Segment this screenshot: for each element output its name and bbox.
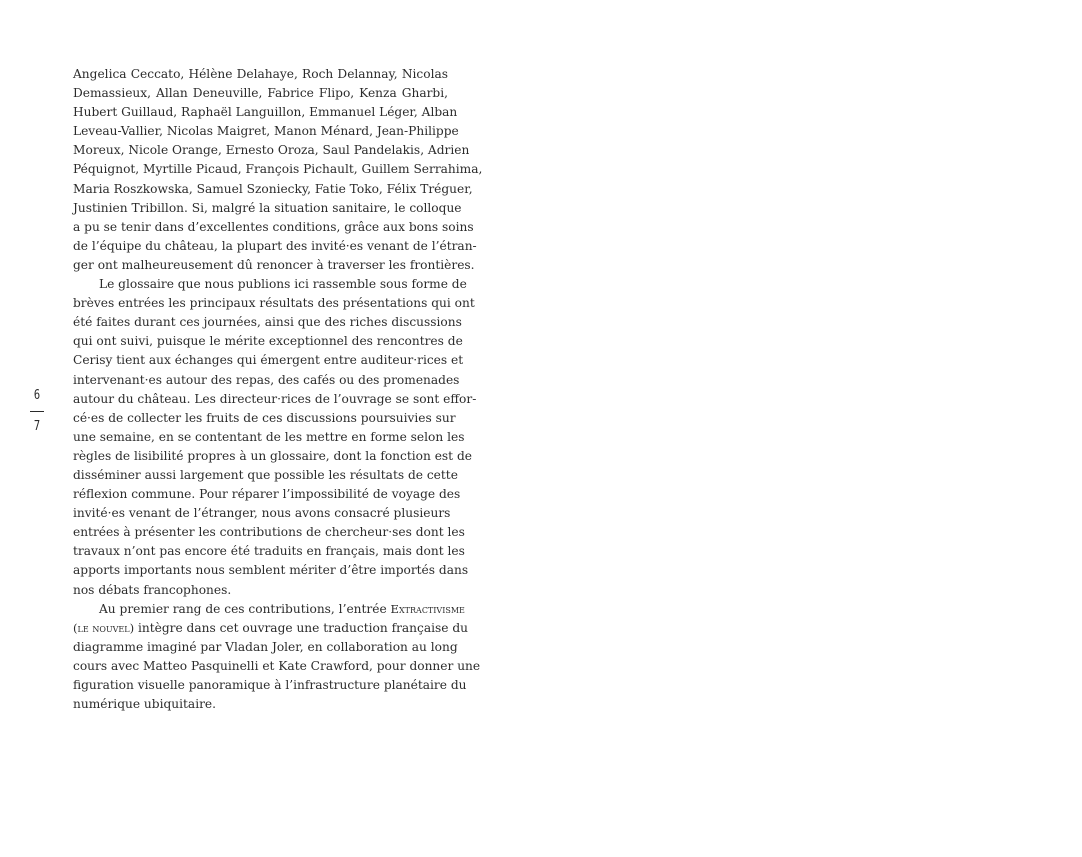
text-line: figuration visuelle panoramique à l’infrastructure planétaire du: [73, 678, 467, 692]
text-line: Maria Roszkowska, Samuel Szoniecky, Fatie Toko, Félix Tréguer,: [73, 181, 473, 196]
text-line: numérique ubiquitaire.: [73, 697, 217, 712]
text-line: Demassieux, Allan Deneuville, Fabrice Flipo, Kenza Gharbi,: [73, 86, 448, 101]
paragraph-3: [73, 600, 481, 715]
text-line: travaux n’ont pas encore été traduits en français, mais dont les: [73, 544, 465, 559]
text-line: disséminer aussi largement que possible les résultats de cette: [73, 467, 458, 482]
text-line: Moreux, Nicole Orange, Ernesto Oroza, Saul Pandelakis, Adrien: [73, 143, 470, 158]
text-line: entrées à présenter les contributions de chercheur·ses dont les: [73, 525, 465, 540]
text-line: Leveau-Vallier, Nicolas Maigret, Manon Ménard, Jean-Philippe: [73, 124, 459, 139]
text-line: (le nouvel) intègre dans cet ouvrage une traduction française du: [73, 620, 469, 635]
cross-reference-term: (le nouvel): [73, 620, 135, 635]
text-line: qui ont suivi, puisque le mérite exceptionnel des rencontres de: [73, 334, 463, 349]
text-line: cé·es de collecter les fruits de ces discussions poursuivies sur: [73, 410, 456, 425]
text-line: été faites durant ces journées, ainsi que des riches discussions: [73, 315, 462, 330]
text-line: Péquignot, Myrtille Picaud, François Pichault, Guillem Serrahima,: [73, 162, 483, 177]
text-line: intervenant·es autour des repas, des cafés ou des promenades: [73, 372, 460, 387]
text-line: Le glossaire que nous publions ici rassemble sous forme de: [99, 277, 467, 292]
text-line: nos débats francophones.: [73, 582, 232, 597]
page-folio: [27, 389, 47, 436]
text-line: réflexion commune. Pour réparer l’impossibilité de voyage des: [73, 487, 461, 502]
text-line: Hubert Guillaud, Raphaël Languillon, Emmanuel Léger, Alban: [73, 105, 458, 120]
text-line: Cerisy tient aux échanges qui émergent entre auditeur·rices et: [73, 353, 464, 368]
text-line: brèves entrées les principaux résultats des présentations qui ont: [73, 296, 475, 311]
body-text: [73, 65, 483, 714]
text-line: invité·es venant de l’étranger, nous avons consacré plusieurs: [73, 506, 451, 521]
text-line: cours avec Matteo Pasquinelli et Kate Crawford, pour donner une: [73, 658, 481, 673]
text-line: apports importants nous semblent mériter d’être importés dans: [73, 563, 469, 578]
text-line: une semaine, en se contentant de les mettre en forme selon les: [73, 429, 465, 444]
text-line: a pu se tenir dans d’excellentes conditions, grâce aux bons soins: [73, 219, 474, 234]
folio-right-page-number: 7: [33, 419, 41, 434]
folio-divider: [30, 411, 44, 412]
paragraph-1: [73, 65, 483, 275]
text-line: Angelica Ceccato, Hélène Delahaye, Roch Delannay, Nicolas: [73, 67, 448, 81]
text-line: ger ont malheureusement dû renoncer à traverser les frontières.: [73, 257, 475, 272]
cross-reference-term: Extractivisme: [390, 601, 465, 616]
text-line: règles de lisibilité propres à un glossaire, dont la fonction est de: [73, 448, 472, 463]
text-line: Justinien Tribillon. Si, malgré la situation sanitaire, le colloque: [73, 200, 462, 215]
text-line: autour du château. Les directeur·rices de l’ouvrage se sont effor-: [73, 391, 477, 406]
paragraph-2: [73, 275, 477, 600]
folio-left-page-number: 6: [33, 388, 41, 403]
text-line: diagramme imaginé par Vladan Joler, en collaboration au long: [73, 639, 458, 654]
text-line: Au premier rang de ces contributions, l’entrée Extractivisme: [99, 601, 465, 616]
text-line: de l’équipe du château, la plupart des invité·es venant de l’étran-: [73, 238, 477, 253]
